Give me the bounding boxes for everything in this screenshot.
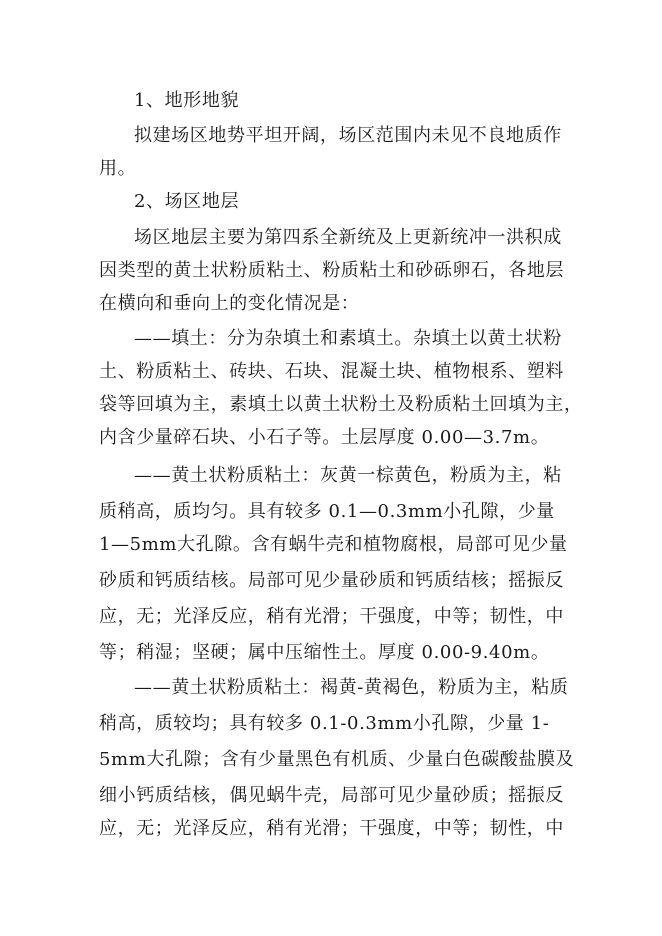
paragraph-line: 砂质和钙质结核。局部可见少量砂质和钙质结核；摇振反: [99, 570, 564, 591]
paragraph-line: 5mm大孔隙；含有少量黑色有机质、少量白色碳酸盐膜及: [99, 749, 575, 770]
paragraph-line: 土、粉质粘土、砖块、石块、混凝土块、植物根系、塑料: [99, 361, 564, 382]
paragraph-line: 内含少量碎石块、小石子等。土层厚度 0.00—3.7m。: [99, 427, 550, 448]
paragraph-line: ——黄土状粉质粘土：褐黄-黄褐色，粉质为主，粘质: [134, 677, 569, 698]
paragraph-line: 袋等回填为主，素填土以黄土状粉土及粉质粘土回填为主，: [99, 394, 583, 415]
paragraph-line: 在横向和垂向上的变化情况是：: [99, 293, 360, 314]
paragraph-line: 应，无；光泽反应，稍有光滑；干强度，中等；韧性，中: [99, 606, 564, 627]
paragraph-line: 应，无；光泽反应，稍有光滑；干强度，中等；韧性，中: [99, 818, 564, 839]
paragraph-line: 拟建场区地势平坦开阔，场区范围内未见不良地质作: [134, 125, 562, 146]
paragraph-line: 细小钙质结核，偶见蜗牛壳，局部可见少量砂质；摇振反: [99, 785, 564, 806]
section-heading-landform: 1、地形地貌: [134, 90, 240, 111]
paragraph-line: ——黄土状粉质粘土：灰黄一棕黄色，粉质为主，粘: [134, 465, 562, 486]
paragraph-line: 质稍高，质均匀。具有较多 0.1—0.3mm小孔隙，少量: [99, 501, 555, 522]
paragraph-line: 等；稍湿；坚硬；属中压缩性土。厚度 0.00-9.40m。: [99, 642, 550, 663]
paragraph-line: 1—5mm大孔隙。含有蜗牛壳和植物腐根，局部可见少量: [99, 534, 568, 555]
paragraph-line: 因类型的黄土状粉质粘土、粉质粘土和砂砾卵石，各地层: [99, 260, 564, 281]
section-heading-strata: 2、场区地层: [134, 191, 240, 212]
paragraph-line: ——填土：分为杂填土和素填土。杂填土以黄土状粉: [134, 328, 562, 349]
paragraph-line: 稍高，质较均；具有较多 0.1-0.3mm小孔隙，少量 1-: [99, 713, 550, 734]
paragraph-line: 用。: [99, 158, 137, 179]
paragraph-line: 场区地层主要为第四系全新统及上更新统冲一洪积成: [134, 227, 562, 248]
